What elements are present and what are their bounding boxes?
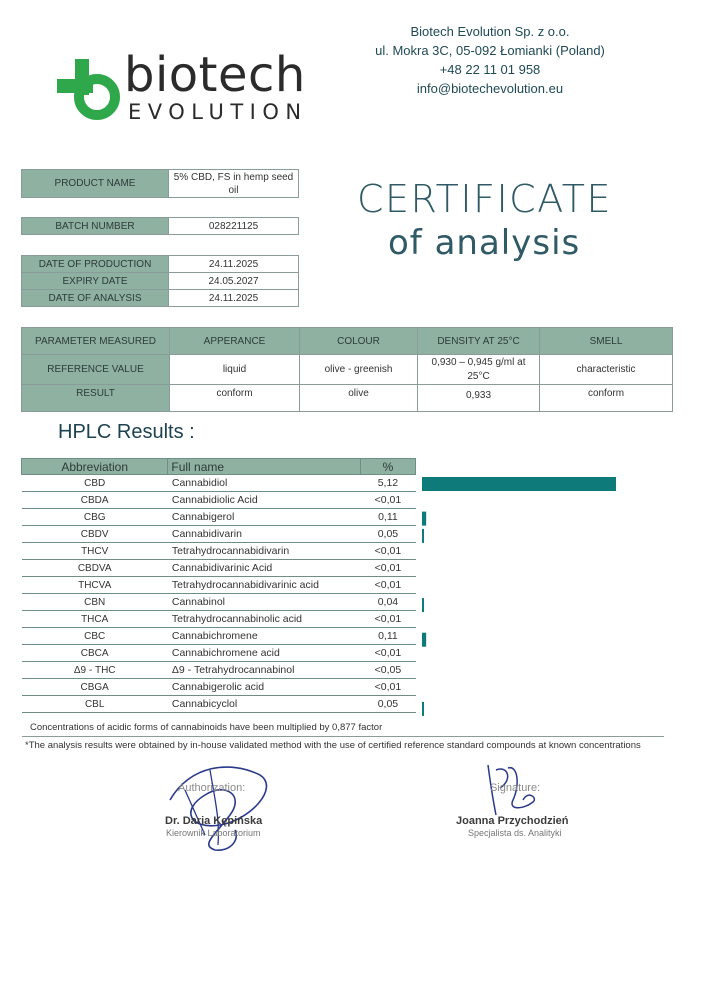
production-date-label: DATE OF PRODUCTION [22,256,169,273]
method-note: *The analysis results were obtained by in-house validated method with the use of certified reference standard compounds at known concentrations [25,740,641,751]
reference-density: 0,930 – 0,945 g/ml at 25°C [418,355,540,385]
right-signer-role: Specjalista ds. Analityki [468,828,562,838]
param-header: DENSITY AT 25°C [418,328,540,355]
reference-smell: characteristic [540,355,673,385]
hplc-abbreviation: CBCA [22,645,168,662]
reference-colour: olive - greenish [300,355,418,385]
analysis-date-value: 24.11.2025 [169,290,299,307]
right-signer-name: Joanna Przychodzień [456,815,569,827]
hplc-abbreviation: CBGA [22,679,168,696]
hplc-percent: <0,01 [360,577,415,594]
hplc-abbreviation: CBG [22,509,168,526]
hplc-row [22,696,416,713]
divider [22,736,664,737]
hplc-abbreviation: CBDVA [22,560,168,577]
left-signature-scribble [160,760,280,855]
certificate-subtitle: of analysis [388,223,581,263]
hplc-percent: 0,11 [360,628,415,645]
hplc-full-name: Cannabidivarin [168,526,360,543]
company-address: ul. Mokra 3C, 05-092 Łomianki (Poland) [375,43,605,58]
result-density: 0,933 [418,385,540,412]
hplc-row [22,645,416,662]
hplc-full-name: Cannabigerol [168,509,360,526]
hplc-header-percent: % [360,459,415,475]
hplc-abbreviation: CBDV [22,526,168,543]
hplc-header-abbreviation: Abbreviation [22,459,168,475]
hplc-full-name: Δ9 - Tetrahydrocannabinol [168,662,360,679]
hplc-abbreviation: CBL [22,696,168,713]
hplc-full-name: Cannabidiol [168,475,360,492]
hplc-full-name: Tetrahydrocannabinolic acid [168,611,360,628]
hplc-row [22,577,416,594]
hplc-percent: <0,05 [360,662,415,679]
result-smell: conform [540,385,673,412]
production-date-value: 24.11.2025 [169,256,299,273]
hplc-table-body [22,475,416,713]
hplc-abbreviation: THCA [22,611,168,628]
hplc-row [22,526,416,543]
param-header: COLOUR [300,328,418,355]
bar-cbd [422,477,616,491]
hplc-full-name: Cannabigerolic acid [168,679,360,696]
company-email: info@biotechevolution.eu [416,81,564,96]
hplc-full-name: Cannabidiolic Acid [168,492,360,509]
hplc-percent: <0,01 [360,543,415,560]
hplc-row [22,560,416,577]
hplc-abbreviation: CBD [22,475,168,492]
hplc-percent: <0,01 [360,645,415,662]
param-header: APPERANCE [170,328,300,355]
hplc-row [22,475,416,492]
hplc-percent: <0,01 [360,679,415,696]
logo-word-evolution: EVOLUTION [128,100,308,124]
left-signer-name: Dr. Daria Kępińska [165,815,263,827]
hplc-full-name: Tetrahydrocannabidivarin [168,543,360,560]
bar-cbl [422,702,424,716]
hplc-row [22,543,416,560]
param-header: PARAMETER MEASURED [22,328,170,355]
hplc-abbreviation: THCVA [22,577,168,594]
hplc-percent: <0,01 [360,611,415,628]
hplc-header-full-name: Full name [168,459,360,475]
hplc-percent: 0,05 [360,526,415,543]
left-signature-label: Authorization: [178,782,246,794]
acidic-forms-note: Concentrations of acidic forms of cannabinoids have been multiplied by 0,877 factor [30,722,383,733]
hplc-title: HPLC Results : [58,421,195,443]
hplc-percent: 0,05 [360,696,415,713]
hplc-full-name: Cannabichromene acid [168,645,360,662]
result-label: RESULT [22,385,170,412]
hplc-row [22,611,416,628]
right-signature-label: Signature: [490,782,541,794]
company-name: Biotech Evolution Sp. z o.o. [410,24,570,39]
dates-table [21,255,299,307]
batch-label: BATCH NUMBER [22,218,169,235]
hplc-full-name: Cannabinol [168,594,360,611]
hplc-row [22,509,416,526]
certificate-title: CERTIFICATE [357,177,612,221]
hplc-abbreviation: Δ9 - THC [22,662,168,679]
result-appearance: conform [170,385,300,412]
hplc-row [22,679,416,696]
hplc-full-name: Tetrahydrocannabidivarinic acid [168,577,360,594]
bar-cbn [422,598,424,612]
analysis-date-label: DATE OF ANALYSIS [22,290,169,307]
product-name-value: 5% CBD, FS in hemp seed oil [169,170,299,198]
hplc-percent: <0,01 [360,492,415,509]
hplc-full-name: Cannabichromene [168,628,360,645]
bar-cbg [422,512,426,526]
hplc-full-name: Cannabicyclol [168,696,360,713]
hplc-abbreviation: THCV [22,543,168,560]
hplc-abbreviation: CBN [22,594,168,611]
hplc-percent: <0,01 [360,560,415,577]
product-name-label: PRODUCT NAME [22,170,169,198]
product-name-table [21,169,299,198]
expiry-date-label: EXPIRY DATE [22,273,169,290]
company-phone: +48 22 11 01 958 [439,62,541,77]
result-colour: olive [300,385,418,412]
hplc-abbreviation: CBDA [22,492,168,509]
hplc-percent: 5,12 [360,475,415,492]
hplc-row [22,594,416,611]
company-info [360,22,620,98]
cannabinoid-bar-chart [421,476,681,722]
hplc-table [21,458,416,713]
bar-cbdv [422,529,424,543]
hplc-row [22,628,416,645]
expiry-date-value: 24.05.2027 [169,273,299,290]
hplc-row [22,662,416,679]
hplc-row [22,492,416,509]
hplc-abbreviation: CBC [22,628,168,645]
reference-appearance: liquid [170,355,300,385]
logo-word-biotech: biotech [124,47,306,103]
reference-label: REFERENCE VALUE [22,355,170,385]
param-header: SMELL [540,328,673,355]
hplc-percent: 0,11 [360,509,415,526]
batch-value: 028221125 [169,218,299,235]
left-signer-role: Kierownik Laboratorium [166,828,261,838]
hplc-percent: 0,04 [360,594,415,611]
hplc-full-name: Cannabidivarinic Acid [168,560,360,577]
bar-cbc [422,633,426,647]
parameters-table [21,327,673,412]
logo-mark-icon [57,57,121,121]
batch-table [21,217,299,235]
